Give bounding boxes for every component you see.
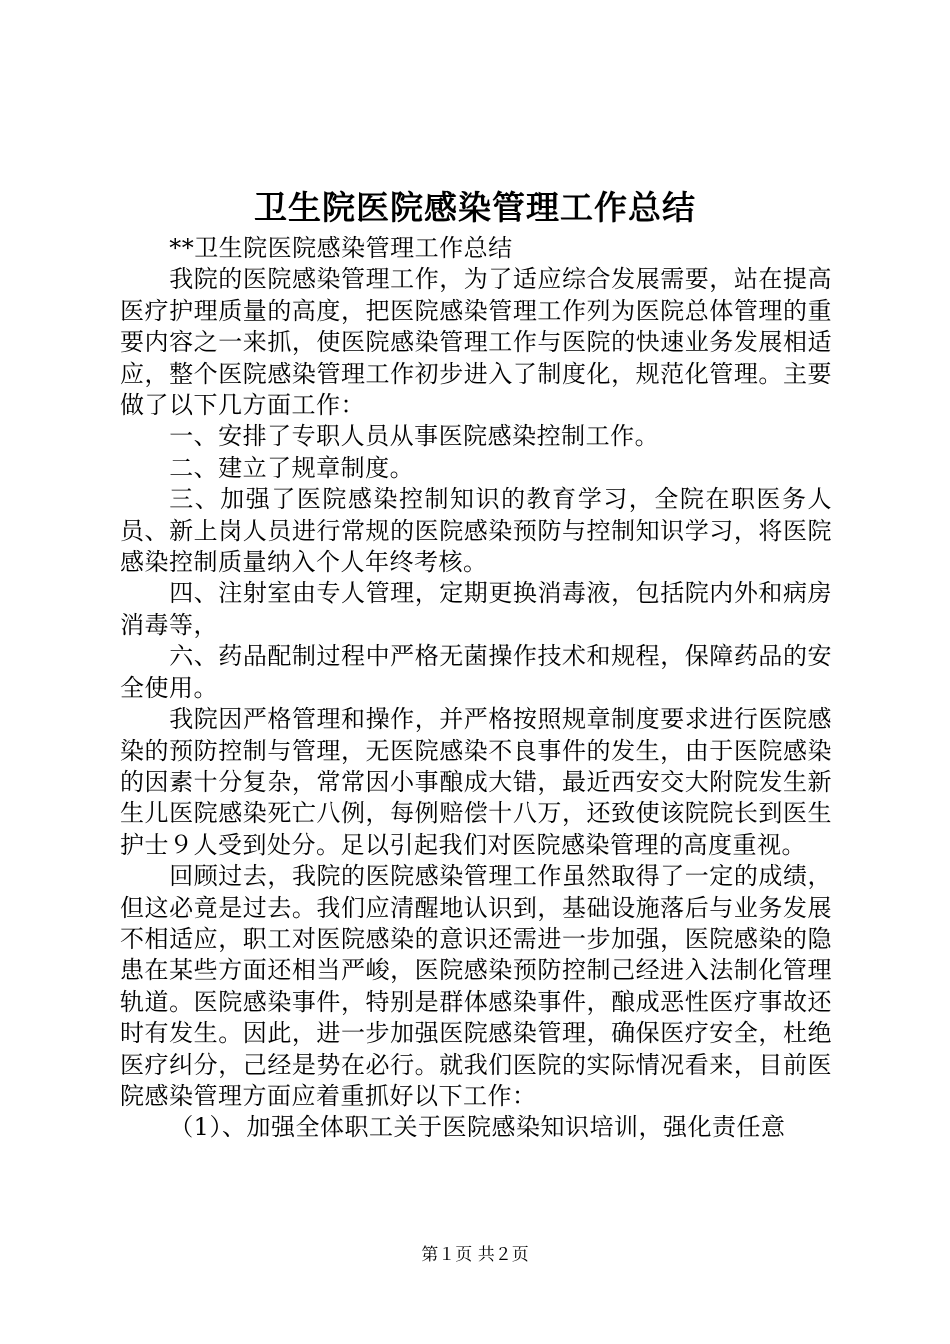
paragraph-item-2: 二、建立了规章制度。: [169, 453, 415, 482]
paragraph-subtitle: **卫生院医院感染管理工作总结: [169, 234, 513, 262]
paragraph-item-3: 三、加强了医院感染控制知识的教育学习，全院在职医务人员、新上岗人员进行常规的医院感染预防与控制知识学习，将医院感染控制质量纳入个人年终考核。: [120, 485, 832, 577]
document-title: 卫生院医院感染管理工作总结: [254, 188, 696, 227]
paragraph-item-1: 一、安排了专职人员从事医院感染控制工作。: [169, 422, 660, 451]
paragraph-item-4: 四、注射室由专人管理，定期更换消毒液，包括院内外和病房消毒等，: [120, 579, 832, 639]
paragraph-task-1: （1）、加强全体职工关于医院感染知识培训，强化责任意: [169, 1113, 786, 1142]
document-body: [120, 233, 832, 1144]
paragraph-item-6: 六、药品配制过程中严格无菌操作技术和规程，保障药品的安全使用。: [120, 642, 832, 702]
page-footer: 第１页 共２页: [421, 1245, 529, 1265]
paragraph-review: 回顾过去，我院的医院感染管理工作虽然取得了一定的成绩，但这必竟是过去。我们应清醒地认识到，基础设施落后与业务发展不相适应，职工对医院感染的意识还需进一步加强，医院感染的隐患在某些方面还相当严峻，医院感染预防控制己经进入法制化管理轨道。医院感染事件，特别是群体感染事件，酿成恶性医疗事故还时有发生。因此，进一步加强医院感染管理，确保医疗安全，杜绝医疗纠分，己经是势在必行。就我们医院的实际情况看来，目前医院感染管理方面应着重抓好以下工作：: [120, 862, 832, 1110]
paragraph-incident: 我院因严格管理和操作，并严格按照规章制度要求进行医院感染的预防控制与管理，无医院感染不良事件的发生，由于医院感染的因素十分复杂，常常因小事酿成大错，最近西安交大附院发生新生儿医院感染死亡八例，每例赔偿十八万，还致使该院院长到医生护士９人受到处分。足以引起我们对医院感染管理的高度重视。: [120, 705, 832, 859]
paragraph-intro: 我院的医院感染管理工作，为了适应综合发展需要，站在提高医疗护理质量的高度，把医院感染管理工作列为医院总体管理的重要内容之一来抓，使医院感染管理工作与医院的快速业务发展相适应，整个医院感染管理工作初步进入了制度化，规范化管理。主要做了以下几方面工作：: [120, 265, 832, 420]
